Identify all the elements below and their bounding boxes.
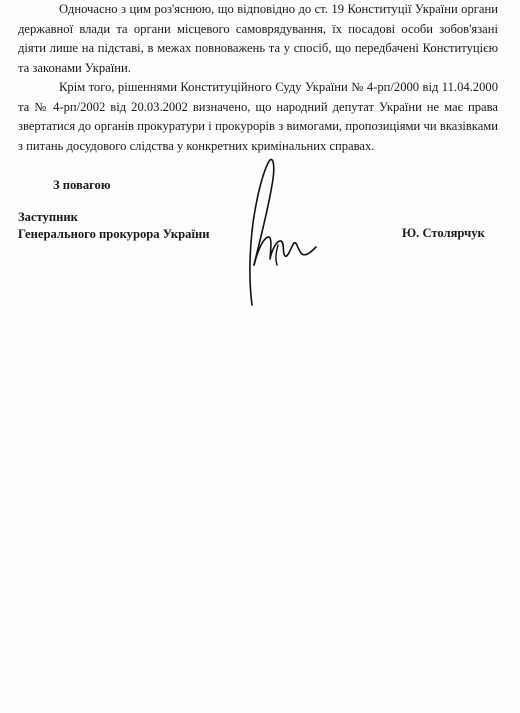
letter-body: [18, 0, 498, 156]
closing-salutation: З повагою: [53, 178, 111, 192]
signatory-title-line2: Генерального прокурора України: [18, 227, 210, 241]
signatory-title: [18, 209, 210, 243]
signatory-name: Ю. Столярчук: [402, 226, 485, 240]
paragraph-2: Крім того, рішеннями Конституційного Суду України № 4-рп/2000 від 11.04.2000 та № 4-рп/2002 від 20.03.2002 визначено, що народний депутат України не має права звертатися до органів прокуратури і прокурорів з вимогами, пропозиціями чи вказівками з питань досудового слідства у конкретних кримінальних справах.: [18, 80, 498, 153]
signatory-title-line1: Заступник: [18, 210, 78, 224]
paragraph-1: Одночасно з цим роз'яснюю, що відповідно до ст. 19 Конституції України органи державної влади та органи місцевого самоврядування, їх посадові особи зобов'язані діяти лише на підставі, в межах повноважень та у спосіб, що передбачені Конституцією та законами України.: [18, 2, 498, 75]
handwritten-signature-icon: [230, 155, 320, 315]
